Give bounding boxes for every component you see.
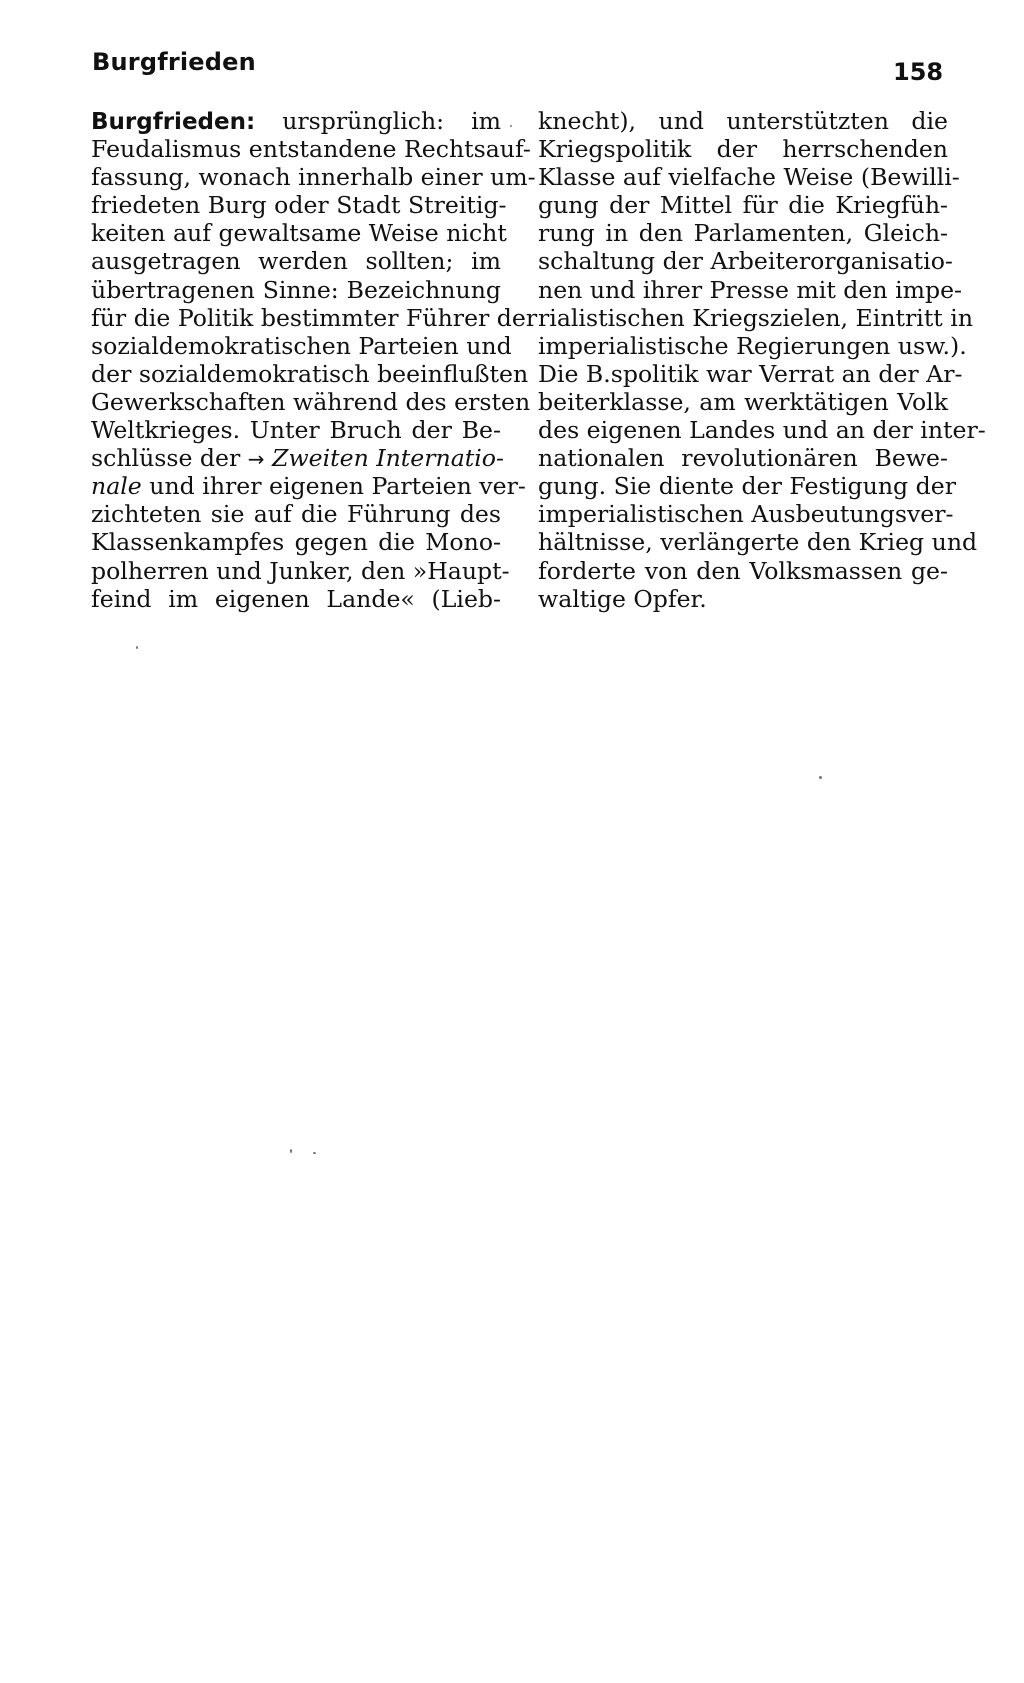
- scan-speck: [819, 776, 822, 779]
- text-line: zichteten sie auf die Führung des: [91, 500, 501, 529]
- text-line: Weltkrieges. Unter Bruch der Be-: [91, 416, 501, 445]
- text-line: polherren und Junker, den »Haupt-: [91, 556, 510, 585]
- left-column: [91, 107, 538, 613]
- cross-reference-cont[interactable]: nale: [91, 472, 142, 501]
- text-line: der sozialdemokratisch beeinflußten: [91, 359, 529, 388]
- text-line: imperialistischen Ausbeutungsver-: [538, 500, 954, 529]
- text-line: sozialdemokratischen Parteien und: [91, 331, 512, 360]
- text-line: Feudalismus entstandene Rechtsauf-: [91, 135, 531, 164]
- scan-speck: [136, 646, 138, 649]
- text-line: hältnisse, verlängerte den Krieg und: [538, 528, 978, 557]
- text-line: gung. Sie diente der Festigung der: [538, 472, 956, 501]
- text-line: rialistischen Kriegszielen, Eintritt in: [538, 303, 974, 332]
- text-line: knecht), und unterstützten die: [538, 107, 948, 135]
- running-head: Burgfrieden: [92, 48, 256, 76]
- text-line: nale und ihrer eigenen Parteien ver-: [91, 472, 526, 501]
- text-line: ausgetragen werden sollten; im: [91, 247, 501, 276]
- cross-reference[interactable]: Zweiten Internatio-: [272, 444, 504, 473]
- text-line: fassung, wonach innerhalb einer um-: [91, 163, 536, 192]
- page-number: 158: [893, 58, 944, 86]
- scan-speck: [510, 125, 512, 127]
- headword: Burgfrieden:: [91, 109, 256, 135]
- text-line: gung der Mittel für die Kriegfüh-: [538, 191, 948, 220]
- text-line: Kriegspolitik der herrschenden: [538, 135, 948, 164]
- right-column: [538, 107, 986, 613]
- text-line: des eigenen Landes und an der inter-: [538, 416, 986, 445]
- text-line: Gewerkschaften während des ersten: [91, 387, 531, 416]
- text-line: waltige Opfer.: [538, 584, 707, 613]
- text-line: imperialistische Regierungen usw.).: [538, 331, 967, 360]
- text-line: schaltung der Arbeiterorganisatio-: [538, 247, 953, 276]
- scan-speck: [313, 1152, 316, 1154]
- text-line: Klasse auf vielfache Weise (Bewilli-: [538, 163, 960, 192]
- text-line: beiterklasse, am werktätigen Volk: [538, 387, 948, 416]
- text-line: Die B.spolitik war Verrat an der Ar-: [538, 359, 963, 388]
- text-line: Klassenkampfes gegen die Mono-: [91, 528, 501, 557]
- text-line: nen und ihrer Presse mit den impe-: [538, 275, 963, 304]
- text-line: für die Politik bestimmter Führer der: [91, 303, 538, 332]
- text-line: rung in den Parlamenten, Gleich-: [538, 219, 948, 248]
- cross-reference-arrow-icon: →: [247, 447, 265, 472]
- text-line: feind im eigenen Lande« (Lieb-: [91, 584, 501, 613]
- text-line: Burgfrieden: ursprünglich: im: [91, 107, 502, 135]
- text-line: keiten auf gewaltsame Weise nicht: [91, 219, 507, 248]
- text-line: nationalen revolutionären Bewe-: [538, 444, 948, 473]
- text-line: schlüsse der → Zweiten Internatio-: [91, 444, 504, 473]
- scan-speck: [290, 1149, 292, 1153]
- text-line: übertragenen Sinne: Bezeichnung: [91, 275, 501, 304]
- text-line: forderte von den Volksmassen ge-: [538, 556, 948, 585]
- text-line: friedeten Burg oder Stadt Streitig-: [91, 191, 507, 220]
